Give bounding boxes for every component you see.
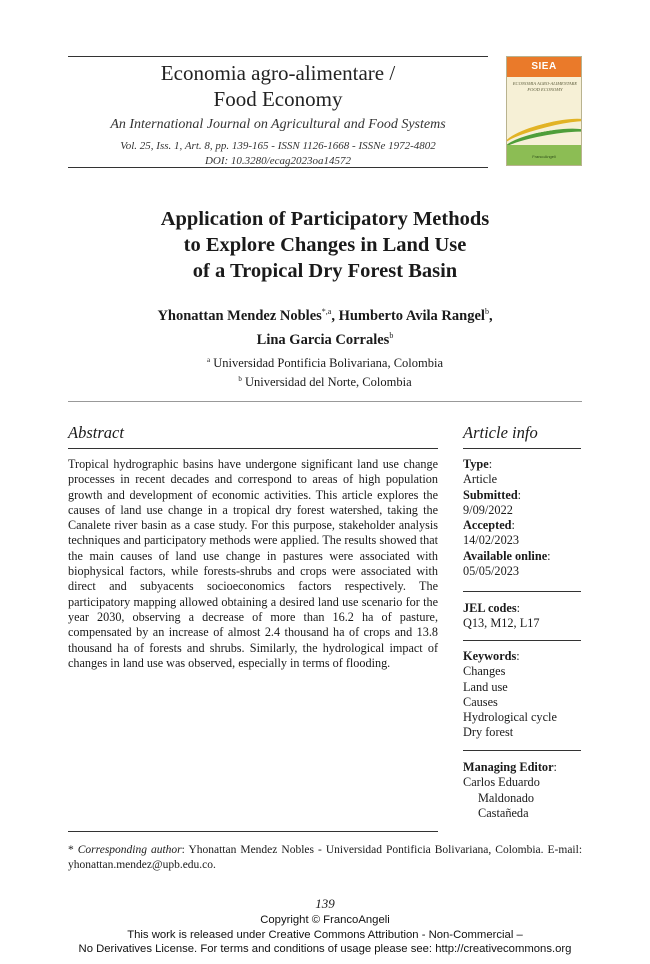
article-info-heading: Article info bbox=[463, 423, 538, 442]
journal-title: Economia agro-alimentare / Food Economy bbox=[160, 61, 396, 111]
journal-subtitle: An International Journal on Agricultural and Food Systems bbox=[110, 117, 446, 132]
author-name: Lina Garcia Corrales bbox=[256, 331, 390, 348]
managing-editor: Managing Editor: Carlos Eduardo Maldonado Castañeda bbox=[463, 760, 557, 820]
keyword: Land use bbox=[463, 679, 508, 694]
keyword: Hydrological cycle bbox=[463, 710, 557, 725]
footnote-rule bbox=[68, 831, 438, 832]
keyword: Dry forest bbox=[463, 725, 514, 740]
section-divider bbox=[68, 401, 582, 402]
article-info-divider bbox=[463, 640, 581, 641]
license-notice: Copyright © FrancoAngeli This work is released under Creative Commons Attribution - Non-Commercial – No Derivatives License. For terms and conditions of usage please see: http://creativecommons.org bbox=[78, 914, 572, 955]
cover-publisher: FrancoAngeli bbox=[532, 154, 556, 159]
keyword: Causes bbox=[463, 694, 498, 709]
header-top-rule bbox=[68, 56, 488, 57]
article-title: Application of Participatory Methods to Explore Changes in Land Use of a Tropical Dry Forest Basin bbox=[160, 208, 490, 282]
article-dates: Type: Article Submitted: 9/09/2022 Accepted: 14/02/2023 Available online: 05/05/2023 bbox=[463, 457, 551, 579]
jel-codes: JEL codes: Q13, M12, L17 bbox=[463, 601, 540, 631]
cover-logo: SIEA bbox=[531, 61, 557, 72]
author-affiliations: $^a$ Universidad Pontificia Bolivariana, Colombia $^b$ Universidad del Norte, Colombia bbox=[206, 356, 444, 390]
journal-cover-image bbox=[506, 56, 582, 166]
article-info-divider bbox=[463, 591, 581, 592]
abstract-text: Tropical hydrographic basins have undergone significant land use change processes in recent decades and correspond to areas of high population growth and development of economic activities. This article explores the causes of land use change in a tropical dry forest watershed, taking the Canalete river basin as a case study. For this purpose, stakeholder analysis techniques and participatory methods were applied. The results showed that the main causes of land use change in pastures were associated with biophysical factors, while forests-shrubs and crops were associated with direct and subyacents socioeconomics factors respectively. The participatory mapping allowed obtaining a desired land use scenario for the year 2030, observing a decrease of more than 16.2 ha of pasture, compensated by an increase of almost 2.4 thousand ha of crops and 13.8 thousand ha of forests and shrubs. Similarly, the hydrological impact of changes in land use was observed, especially in terms of flooding. bbox=[68, 457, 438, 670]
keywords: Keywords: Changes Land use Causes Hydrological cycle Dry forest bbox=[463, 649, 581, 741]
abstract-rule bbox=[68, 448, 438, 449]
article-info-divider bbox=[463, 750, 581, 751]
cover-text: ECONOMIA AGRO-ALIMENTARE FOOD ECONOMY bbox=[512, 81, 578, 92]
abstract-heading: Abstract bbox=[68, 423, 124, 442]
author-name: Humberto Avila Rangel bbox=[338, 307, 485, 324]
page-number: 139 bbox=[315, 896, 335, 911]
article-info-rule bbox=[463, 448, 581, 449]
author-name: Yhonattan Mendez Nobles bbox=[157, 307, 322, 324]
article-authors: Yhonattan Mendez Nobles$^{*,a}$, Humberto Avila Rangel$^b$, Lina Garcia Corrales$^b$ bbox=[157, 307, 493, 348]
corresponding-author-footnote: * Corresponding author: Yhonattan Mendez Nobles - Universidad Pontificia Bolivariana, Colombia. E-mail: yhonattan.mendez@upb.edu.co. bbox=[68, 844, 583, 871]
journal-volume-info: Vol. 25, Iss. 1, Art. 8, pp. 139-165 - ISSN 1126-1668 - ISSNe 1972-4802 DOI: 10.3280/ecag2023oa14572 bbox=[120, 140, 436, 167]
keyword: Changes bbox=[463, 664, 506, 679]
